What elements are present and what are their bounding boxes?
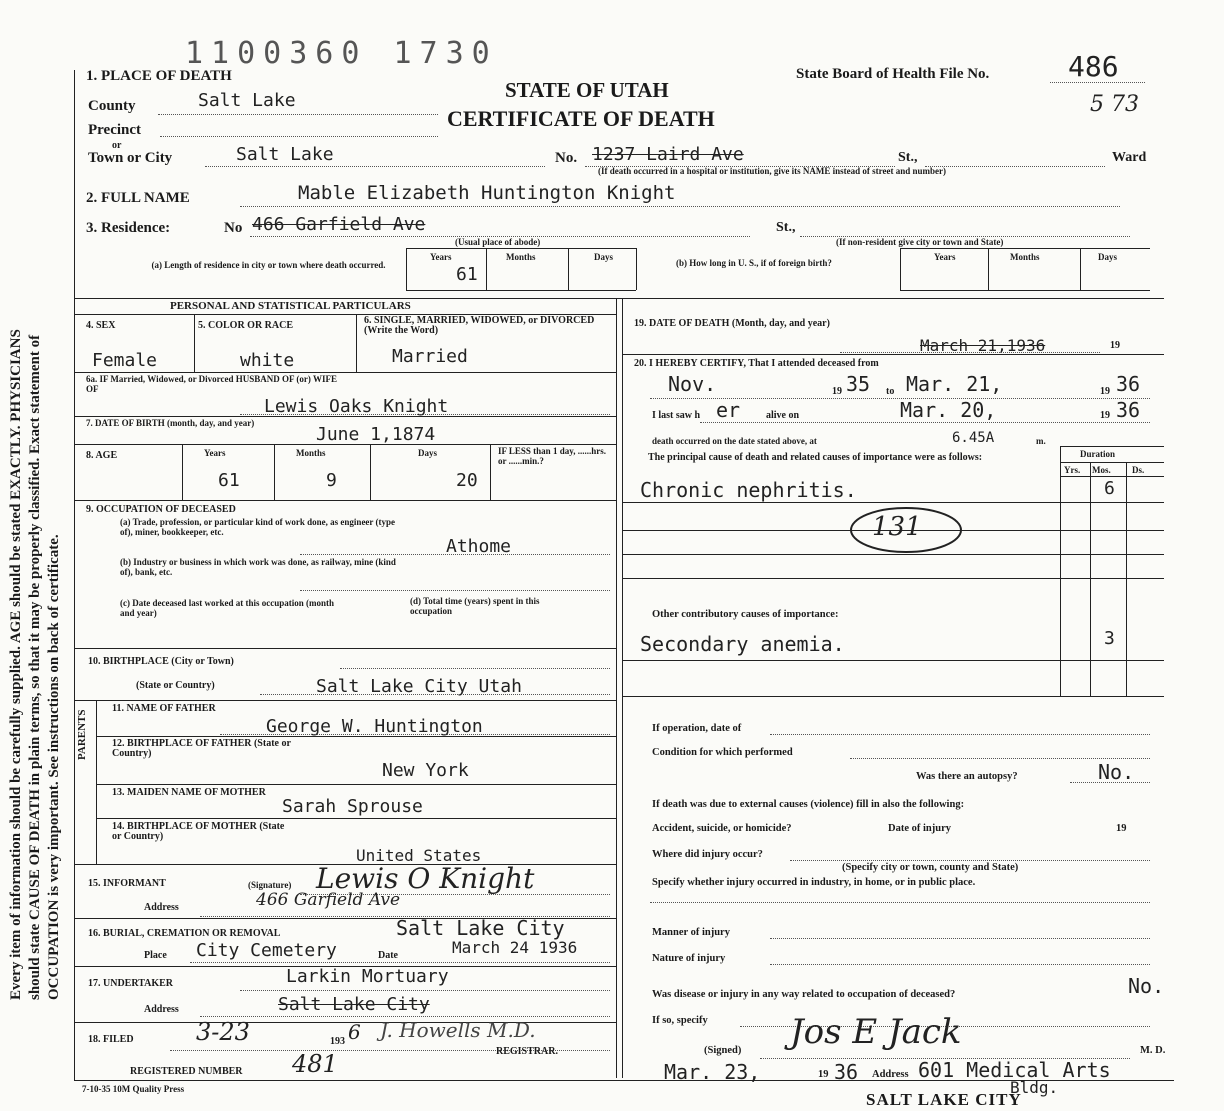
- birthplace-value: Salt Lake City Utah: [316, 676, 522, 697]
- title-state: STATE OF UTAH: [505, 78, 669, 102]
- filed-label: 18. FILED: [88, 1034, 134, 1045]
- last-saw-label: I last saw h: [652, 410, 701, 421]
- certificate-serial: 1100360 1730: [185, 36, 498, 71]
- precinct-label: Precinct: [88, 122, 142, 138]
- autopsy-value: No.: [1098, 760, 1135, 784]
- attended-to-label: to: [886, 386, 895, 397]
- operation-label: If operation, date of: [652, 723, 742, 734]
- res-months-label: Months: [506, 252, 536, 262]
- length-residence-label: (a) Length of residence in city or town where death occurred.: [151, 260, 386, 270]
- residence-no-label: No: [224, 220, 243, 236]
- county-label: County: [88, 98, 136, 114]
- instructions-sidebar: [0, 120, 70, 1020]
- death-occurred-label: death occurred on the date stated above, at: [652, 436, 817, 446]
- sex-value: Female: [92, 350, 158, 371]
- signed-year-prefix: 19: [818, 1069, 829, 1080]
- md-label: M. D.: [1140, 1045, 1166, 1056]
- personal-header: PERSONAL AND STATISTICAL PARTICULARS: [170, 300, 411, 312]
- residence-st-label: St.,: [776, 220, 796, 235]
- autopsy-label: Was there an autopsy?: [916, 771, 1018, 782]
- residence-value: 466 Garfield Ave: [252, 214, 426, 235]
- full-name-value: Mable Elizabeth Huntington Knight: [298, 182, 676, 204]
- nonresident-note: (If non-resident give city or town and State): [836, 237, 1004, 247]
- age-years-value: 61: [218, 470, 240, 491]
- occupation-a-label: (a) Trade, profession, or particular kind of work done, as engineer (type of), miner, bookkeeper, etc.: [120, 517, 396, 537]
- street-no-label: No.: [555, 150, 578, 166]
- principal-cause-months: 6: [1104, 478, 1115, 499]
- mother-name-label: 13. MAIDEN NAME OF MOTHER: [112, 787, 266, 798]
- town-value: Salt Lake: [236, 144, 334, 165]
- full-name-label: 2. FULL NAME: [86, 190, 190, 206]
- us-months-label: Months: [1010, 252, 1040, 262]
- title-certificate: CERTIFICATE OF DEATH: [447, 106, 715, 131]
- undertaker-value: Larkin Mortuary: [286, 966, 449, 987]
- alive-on-label: alive on: [766, 410, 800, 421]
- age-label: 8. AGE: [86, 450, 118, 461]
- us-days-label: Days: [1098, 252, 1118, 262]
- physician-signature: Jos E Jack: [790, 1012, 962, 1052]
- injury-where-label: Where did injury occur?: [652, 849, 763, 860]
- if-so-label: If so, specify: [652, 1015, 708, 1026]
- registered-number-label: REGISTERED NUMBER: [130, 1066, 243, 1077]
- alive-year: 36: [1116, 398, 1141, 422]
- date-of-death-value: March 21,1936: [920, 336, 1046, 355]
- instructions-line-2: should state CAUSE OF DEATH in plain terms, so that it may be properly classified. Exact statement of: [27, 334, 43, 1000]
- injury-date-label: Date of injury: [888, 823, 951, 834]
- age-days-value: 20: [456, 470, 478, 491]
- registrar-label: REGISTRAR.: [496, 1046, 558, 1057]
- spouse-value: Lewis Oaks Knight: [264, 396, 449, 417]
- injury-year-prefix: 19: [1116, 823, 1127, 834]
- attended-from-month: Nov.: [668, 372, 717, 396]
- duration-yrs-label: Yrs.: [1064, 465, 1081, 475]
- physician-address-2: Bldg.: [1010, 1078, 1059, 1097]
- principal-cause-value: Chronic nephritis.: [640, 478, 857, 502]
- burial-place-label: Place: [144, 950, 167, 961]
- date-of-death-suffix: 19: [1110, 340, 1120, 351]
- occupation-related-value: No.: [1128, 974, 1165, 998]
- father-birthplace-value: New York: [382, 760, 469, 781]
- other-causes-value: Secondary anemia.: [640, 632, 845, 656]
- birthplace-label: 10. BIRTHPLACE (City or Town): [88, 656, 234, 667]
- time-m-label: m.: [1036, 436, 1046, 446]
- other-causes-label: Other contributory causes of importance:: [652, 609, 839, 620]
- filed-year: 6: [348, 1020, 361, 1044]
- signed-label: (Signed): [704, 1045, 742, 1056]
- duration-label: Duration: [1080, 449, 1116, 459]
- injury-where-note: (Specify city or town, county and State): [842, 862, 1019, 873]
- attended-from-year-prefix: 19: [832, 386, 842, 397]
- city-stamp: SALT LAKE CITY: [866, 1090, 1022, 1109]
- street-value: 1237 Laird Ave: [592, 144, 744, 165]
- age-months-value: 9: [326, 470, 337, 491]
- father-name-label: 11. NAME OF FATHER: [112, 703, 216, 714]
- time-of-death: 6.45A: [952, 430, 995, 446]
- cause-code: 131: [872, 512, 922, 542]
- board-file-sub: 5 73: [1090, 92, 1139, 117]
- condition-label: Condition for which performed: [652, 747, 793, 758]
- certify-label: 20. I HEREBY CERTIFY, That I attended deceased from: [634, 358, 879, 369]
- informant-address-label: Address: [144, 902, 179, 913]
- occupation-b-label: (b) Industry or business in which work was done, as railway, mine (kind of), bank, etc.: [120, 557, 396, 577]
- birthplace-state-label: (State or Country): [136, 680, 215, 691]
- mother-name-value: Sarah Sprouse: [282, 796, 423, 817]
- attended-to-year-prefix: 19: [1100, 386, 1110, 397]
- nature-injury-label: Nature of injury: [652, 953, 726, 964]
- registered-number: 481: [292, 1050, 338, 1078]
- marital-label: 6. SINGLE, MARRIED, WIDOWED, or DIVORCED (Write the Word): [364, 315, 595, 336]
- parents-label: PARENTS: [76, 709, 88, 760]
- county-value: Salt Lake: [198, 90, 296, 111]
- color-value: white: [240, 350, 295, 371]
- occupation-value: Athome: [446, 536, 512, 557]
- filed-value: 3-23: [196, 1018, 250, 1046]
- father-birthplace-label: 12. BIRTHPLACE OF FATHER (State or Country): [112, 738, 291, 759]
- board-file-number: 486: [1068, 50, 1119, 83]
- undertaker-label: 17. UNDERTAKER: [88, 978, 174, 989]
- us-years-label: Years: [934, 252, 956, 262]
- occupation-d-label: (d) Total time (years) spent in this occupation: [410, 596, 540, 616]
- accident-label: Accident, suicide, or homicide?: [652, 823, 792, 834]
- informant-address: 466 Garfield Ave: [256, 890, 401, 910]
- less-than-day-label: IF LESS than 1 day, ......hrs. or ......min.?: [498, 446, 606, 466]
- duration-ds-label: Ds.: [1132, 465, 1145, 475]
- foreign-birth-label: (b) How long in U. S., if of foreign birth?: [676, 258, 832, 268]
- burial-label: 16. BURIAL, CREMATION OR REMOVAL: [88, 928, 281, 939]
- age-years-label: Years: [204, 448, 226, 458]
- place-of-death-label: 1. PLACE OF DEATH: [86, 68, 232, 84]
- mother-birthplace-value: United States: [356, 846, 482, 865]
- other-causes-months: 3: [1104, 628, 1115, 649]
- dob-value: June 1,1874: [316, 424, 436, 445]
- residence-label: 3. Residence:: [86, 220, 171, 236]
- signed-date: Mar. 23,: [664, 1060, 761, 1084]
- spouse-label: 6a. IF Married, Widowed, or Divorced HUSBAND OF (or) WIFE OF: [86, 374, 337, 394]
- age-months-label: Months: [296, 448, 326, 458]
- manner-injury-label: Manner of injury: [652, 927, 730, 938]
- alive-on-date: Mar. 20,: [900, 398, 997, 422]
- injury-specify-label: Specify whether injury occurred in industry, in home, or in public place.: [652, 877, 976, 888]
- marital-value: Married: [392, 346, 468, 367]
- alive-year-prefix: 19: [1100, 410, 1110, 421]
- last-saw-er: er: [716, 398, 741, 422]
- burial-date-label: Date: [378, 950, 398, 961]
- color-label: 5. COLOR OR RACE: [198, 320, 294, 331]
- hospital-note: (If death occurred in a hospital or institution, give its NAME instead of street and number): [598, 166, 947, 176]
- father-name-value: George W. Huntington: [266, 716, 483, 737]
- usual-abode-note: (Usual place of abode): [455, 237, 541, 247]
- principal-cause-label: The principal cause of death and related causes of importance were as follows:: [648, 452, 983, 463]
- street-st-label: St.,: [898, 150, 918, 165]
- informant-signature-label: (Signature): [248, 880, 292, 890]
- sex-label: 4. SEX: [86, 320, 116, 331]
- attended-to-date: Mar. 21,: [906, 372, 1003, 396]
- dob-label: 7. DATE OF BIRTH (month, day, and year): [86, 418, 255, 428]
- signed-year: 36: [834, 1060, 859, 1084]
- burial-place-value: City Cemetery: [196, 940, 337, 961]
- registrar-signature: J. Howells M.D.: [380, 1018, 536, 1042]
- ward-label: Ward: [1112, 150, 1147, 165]
- age-days-label: Days: [418, 448, 438, 458]
- physician-address: 601 Medical Arts: [918, 1058, 1111, 1082]
- or-label: or: [112, 140, 122, 151]
- duration-mos-label: Mos.: [1092, 465, 1111, 475]
- undertaker-address: Salt Lake City: [278, 994, 430, 1015]
- physician-address-label: Address: [872, 1069, 909, 1080]
- occupation-label: 9. OCCUPATION OF DECEASED: [86, 504, 236, 515]
- occupation-related-label: Was disease or injury in any way related to occupation of deceased?: [652, 989, 956, 1000]
- res-days-label: Days: [594, 252, 614, 262]
- burial-city: Salt Lake City: [396, 916, 565, 940]
- external-causes-label: If death was due to external causes (violence) fill in also the following:: [652, 799, 965, 810]
- res-years-label: Years: [430, 252, 452, 262]
- undertaker-address-label: Address: [144, 1004, 179, 1015]
- instructions-line-3: OCCUPATION is very important. See instructions on back of certificate.: [46, 534, 62, 1000]
- attended-from-year: 35: [846, 372, 871, 396]
- burial-date-value: March 24 1936: [452, 938, 578, 957]
- attended-to-year: 36: [1116, 372, 1141, 396]
- board-file-label: State Board of Health File No.: [796, 66, 990, 82]
- res-years-value: 61: [456, 264, 478, 285]
- filed-year-prefix: 193: [330, 1036, 345, 1047]
- date-of-death-label: 19. DATE OF DEATH (Month, day, and year): [634, 318, 830, 329]
- mother-birthplace-label: 14. BIRTHPLACE OF MOTHER (State or Country): [112, 821, 285, 842]
- instructions-line-1: Every item of information should be carefully supplied. AGE should be stated EXACTLY. PHYSICIANS: [8, 329, 24, 1000]
- printer-footer: 7-10-35 10M Quality Press: [82, 1084, 185, 1094]
- informant-signature: Lewis O Knight: [316, 862, 535, 895]
- informant-label: 15. INFORMANT: [88, 878, 166, 889]
- town-label: Town or City: [88, 150, 173, 166]
- occupation-c-label: (c) Date deceased last worked at this occupation (month and year): [120, 598, 334, 618]
